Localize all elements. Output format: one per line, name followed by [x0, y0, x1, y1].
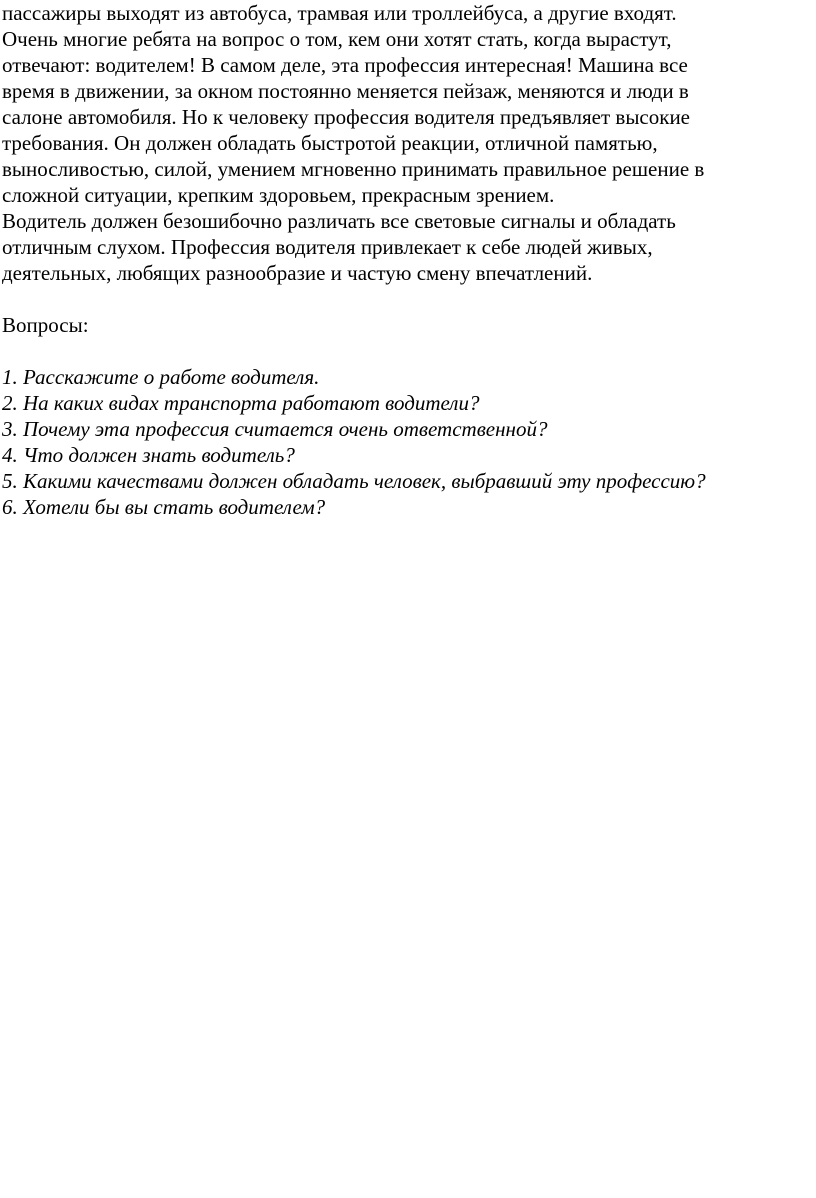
text-line: отвечают: водителем! В самом деле, эта профессия интересная! Машина все	[2, 53, 688, 77]
text-line: время в движении, за окном постоянно меняется пейзаж, меняются и люди в	[2, 79, 689, 103]
blank-line	[2, 286, 814, 312]
question-item: 4. Что должен знать водитель?	[2, 443, 295, 467]
paragraph-driver	[2, 208, 814, 286]
question-item: 1. Расскажите о работе водителя.	[2, 365, 320, 389]
text-line: деятельных, любящих разнообразие и частую смену впечатлений.	[2, 261, 593, 285]
question-item: 6. Хотели бы вы стать водителем?	[2, 495, 326, 519]
question-item: 3. Почему эта профессия считается очень ответственной?	[2, 417, 548, 441]
text-line: сложной ситуации, крепким здоровьем, прекрасным зрением.	[2, 183, 555, 207]
text-line: Очень многие ребята на вопрос о том, кем они хотят стать, когда вырастут,	[2, 27, 672, 51]
blank-line	[2, 338, 814, 364]
text-line: Водитель должен безошибочно различать все световые сигналы и обладать	[2, 209, 676, 233]
questions-list	[2, 364, 814, 520]
document-body	[2, 0, 814, 520]
text-line: выносливостью, силой, умением мгновенно принимать правильное решение в	[2, 157, 705, 181]
text-line: отличным слухом. Профессия водителя привлекает к себе людей живых,	[2, 235, 653, 259]
text-line: пассажиры выходят из автобуса, трамвая или троллейбуса, а другие входят.	[2, 1, 677, 25]
question-item: 5. Какими качествами должен обладать человек, выбравший эту профессию?	[2, 469, 706, 493]
paragraph-intro	[2, 0, 814, 208]
questions-heading: Вопросы:	[2, 313, 89, 337]
question-item: 2. На каких видах транспорта работают водители?	[2, 391, 480, 415]
text-line: салоне автомобиля. Но к человеку профессия водителя предъявляет высокие	[2, 105, 691, 129]
text-line: требования. Он должен обладать быстротой реакции, отличной памятью,	[2, 131, 658, 155]
